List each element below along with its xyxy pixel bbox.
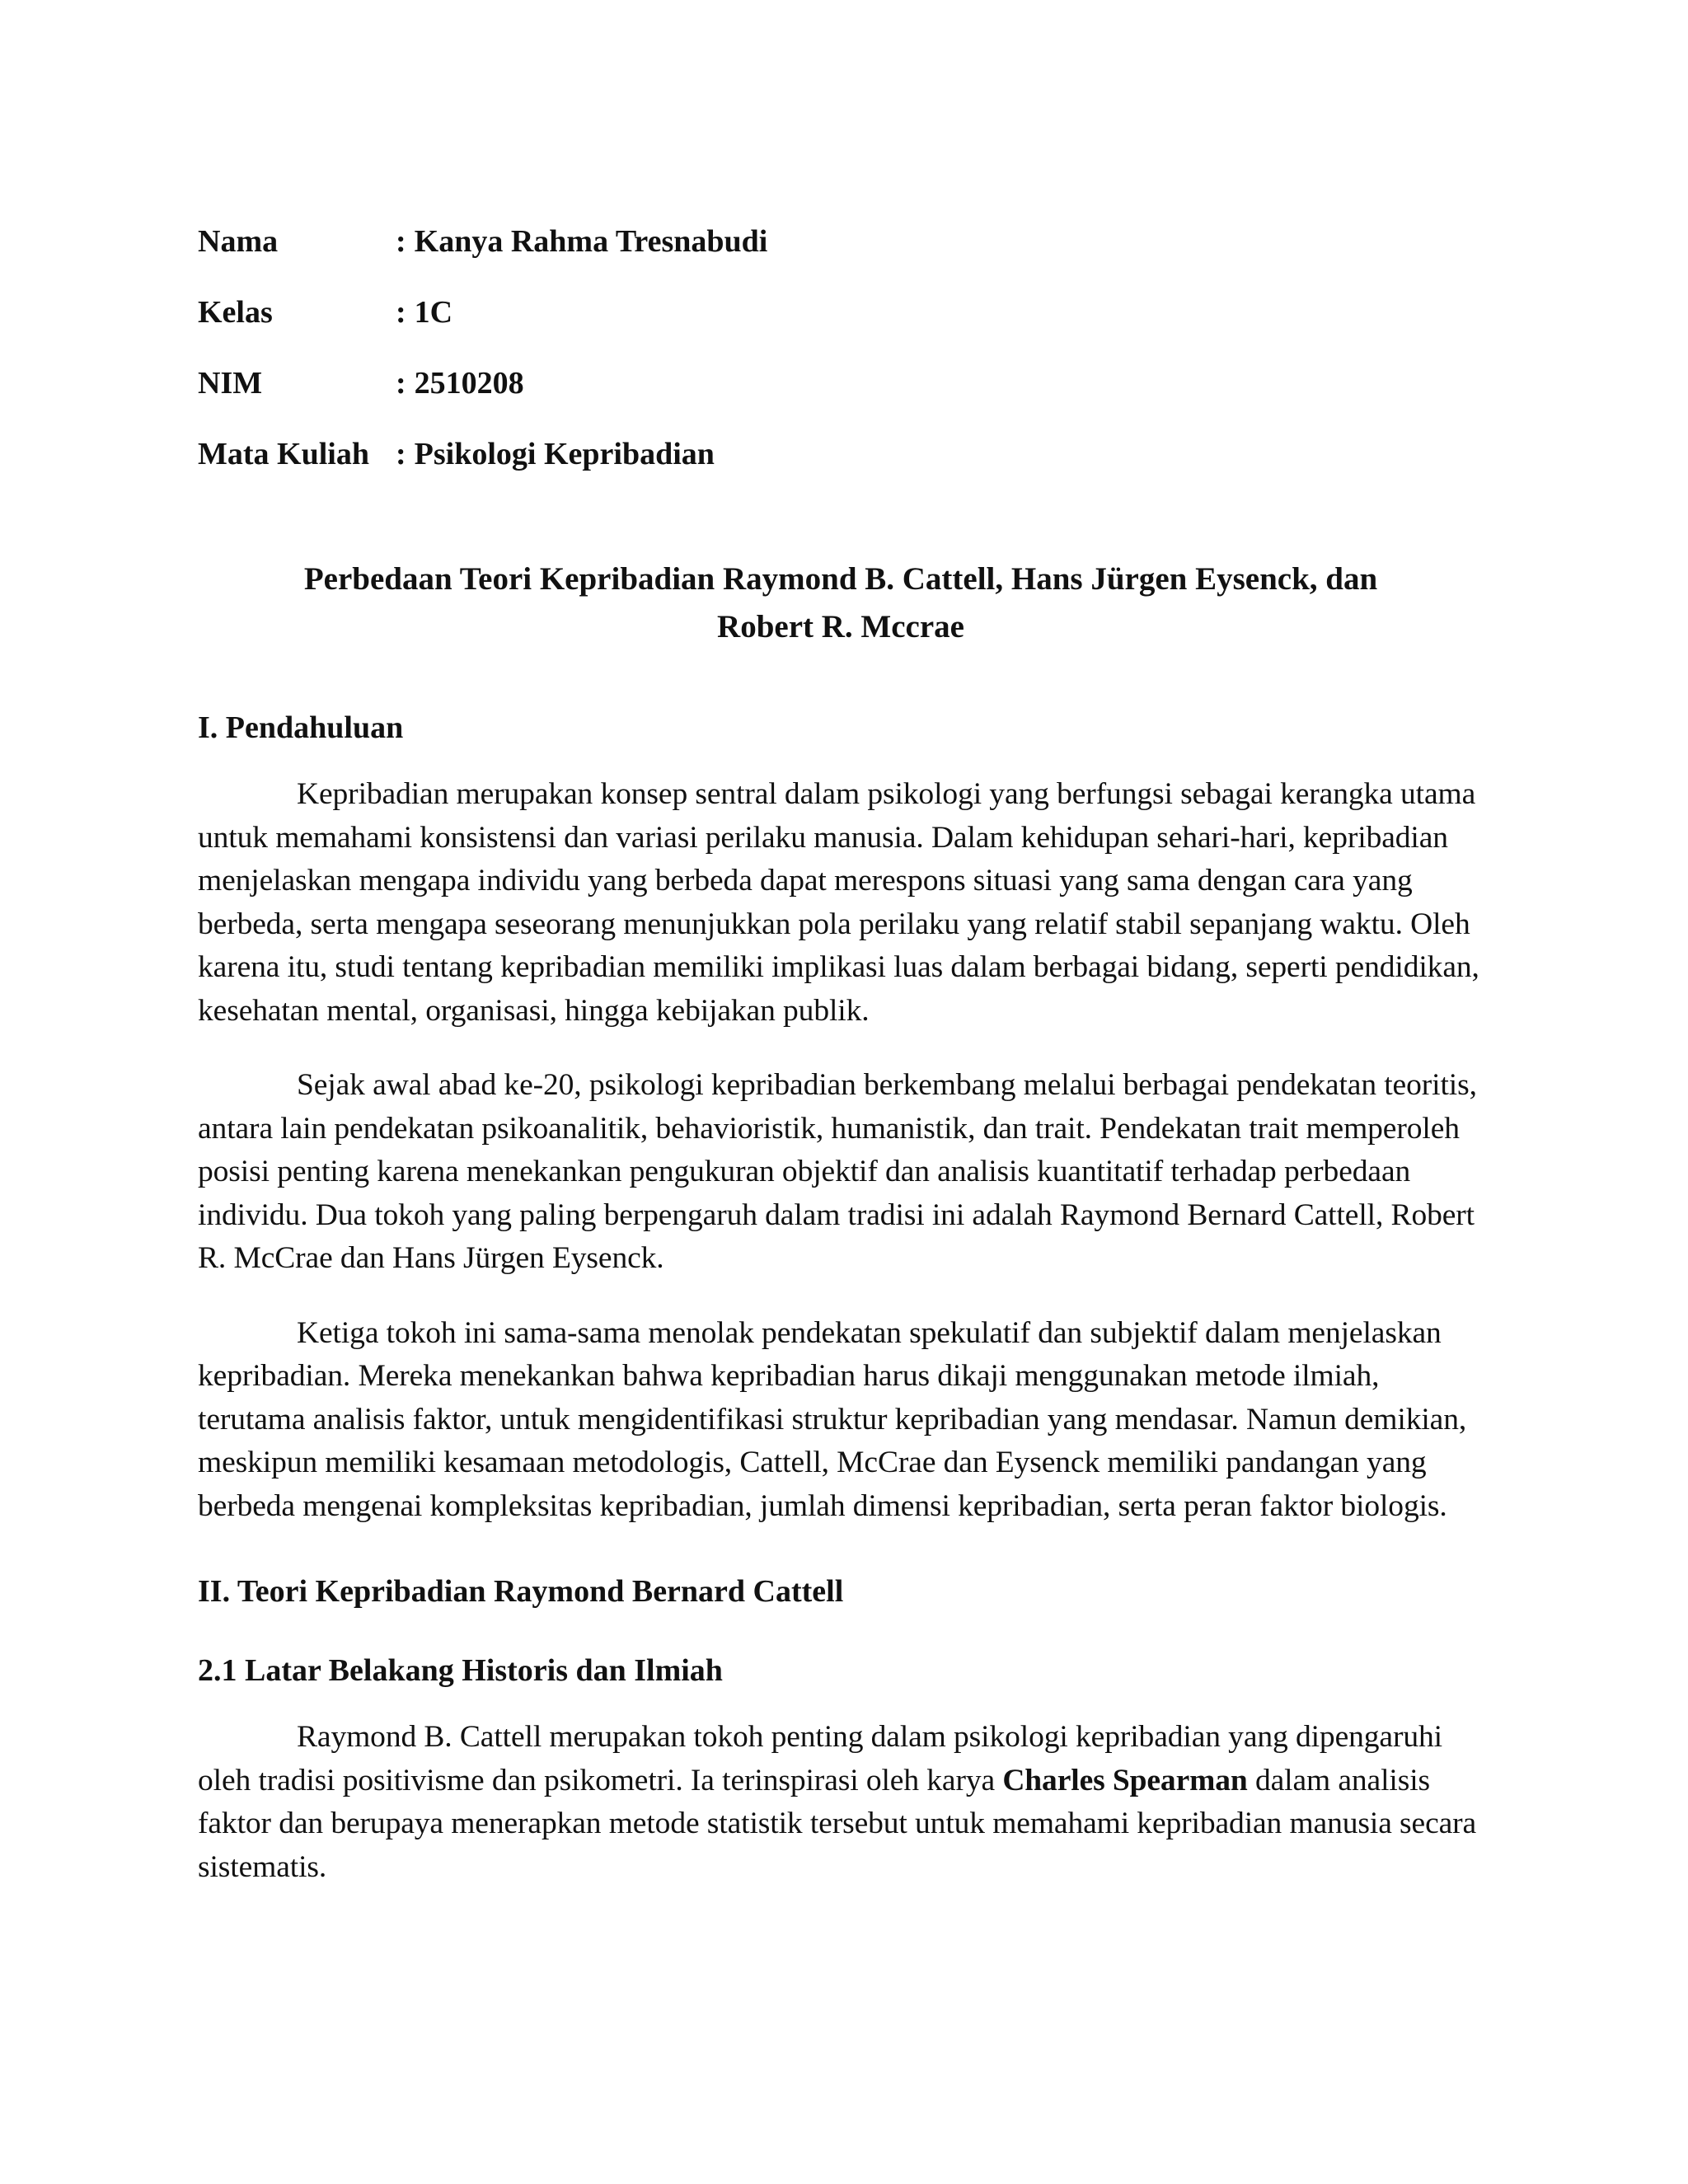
document-page <box>198 223 1484 1889</box>
section-heading-cattell: II. Teori Kepribadian Raymond Bernard Cattell <box>198 1574 844 1609</box>
section-heading-pendahuluan: I. Pendahuluan <box>198 710 404 745</box>
document-title-line-1: Perbedaan Teori Kepribadian Raymond B. Cattell, Hans Jürgen Eysenck, dan <box>303 561 1378 597</box>
paragraph: Ketiga tokoh ini sama-sama menolak pendekatan spekulatif dan subjektif dalam menjelaskan kepribadian. Mereka menekankan bahwa kepribadian harus dikaji menggunakan metode ilmiah, terutama analisis faktor, untuk mengidentifikasi struktur kepribadian yang mendasar. Namun demikian, meskipun memiliki kesamaan metodologis, Cattell, McCrae dan Eysenck memiliki pandangan yang berbeda mengenai kompleksitas kepribadian, jumlah dimensi kepribadian, serta peran faktor biologis. <box>198 1315 1467 1523</box>
meta-row-kelas <box>198 293 1484 331</box>
meta-value: 2510208 <box>414 366 524 401</box>
meta-value: 1C <box>414 295 453 330</box>
meta-label: Nama <box>198 224 279 259</box>
document-title-line-2: Robert R. Mccrae <box>717 609 964 644</box>
bold-name-charles-spearman: Charles Spearman <box>1002 1763 1248 1797</box>
paragraph-text: dalam analisis faktor dan berupaya menerapkan metode statistik tersebut untuk memahami kepribadian manusia secara sistematis. <box>198 1763 1477 1884</box>
subsection-heading-latar-belakang: 2.1 Latar Belakang Historis dan Ilmiah <box>198 1653 723 1688</box>
paragraph-text: Raymond B. Cattell merupakan tokoh penting dalam psikologi kepribadian yang dipengaruhi oleh tradisi positivisme dan psikometri. Ia terinspirasi oleh karya <box>198 1720 1442 1797</box>
document-title <box>198 555 1484 651</box>
meta-separator: : <box>396 437 406 471</box>
meta-row-mata-kuliah <box>198 435 1484 473</box>
meta-value: Kanya Rahma Tresnabudi <box>414 224 768 259</box>
meta-label: Kelas <box>198 295 273 330</box>
meta-row-nim <box>198 364 1484 402</box>
paragraph <box>198 1716 1484 1889</box>
paragraph: Kepribadian merupakan konsep sentral dalam psikologi yang berfungsi sebagai kerangka utama untuk memahami konsistensi dan variasi perilaku manusia. Dalam kehidupan sehari-hari, kepribadian menjelaskan mengapa individu yang berbeda dapat merespons situasi yang sama dengan cara yang berbeda, serta mengapa seseorang menunjukkan pola perilaku yang relatif stabil sepanjang waktu. Oleh karena itu, studi tentang kepribadian memiliki implikasi luas dalam berbagai bidang, seperti pendidikan, kesehatan mental, organisasi, hingga kebijakan publik. <box>198 777 1479 1028</box>
meta-label: NIM <box>198 366 263 401</box>
meta-label: Mata Kuliah <box>198 437 369 471</box>
meta-separator: : <box>396 224 406 259</box>
meta-separator: : <box>396 366 406 401</box>
meta-row-nama <box>198 223 1484 260</box>
meta-value: Psikologi Kepribadian <box>414 437 715 471</box>
paragraph: Sejak awal abad ke-20, psikologi kepribadian berkembang melalui berbagai pendekatan teoritis, antara lain pendekatan psikoanalitik, behavioristik, humanistik, dan trait. Pendekatan trait memperoleh posisi penting karena menekankan pengukuran objektif dan analisis kuantitatif terhadap perbedaan individu. Dua tokoh yang paling berpengaruh dalam tradisi ini adalah Raymond Bernard Cattell, Robert R. McCrae dan Hans Jürgen Eysenck. <box>198 1068 1477 1275</box>
meta-separator: : <box>396 295 406 330</box>
